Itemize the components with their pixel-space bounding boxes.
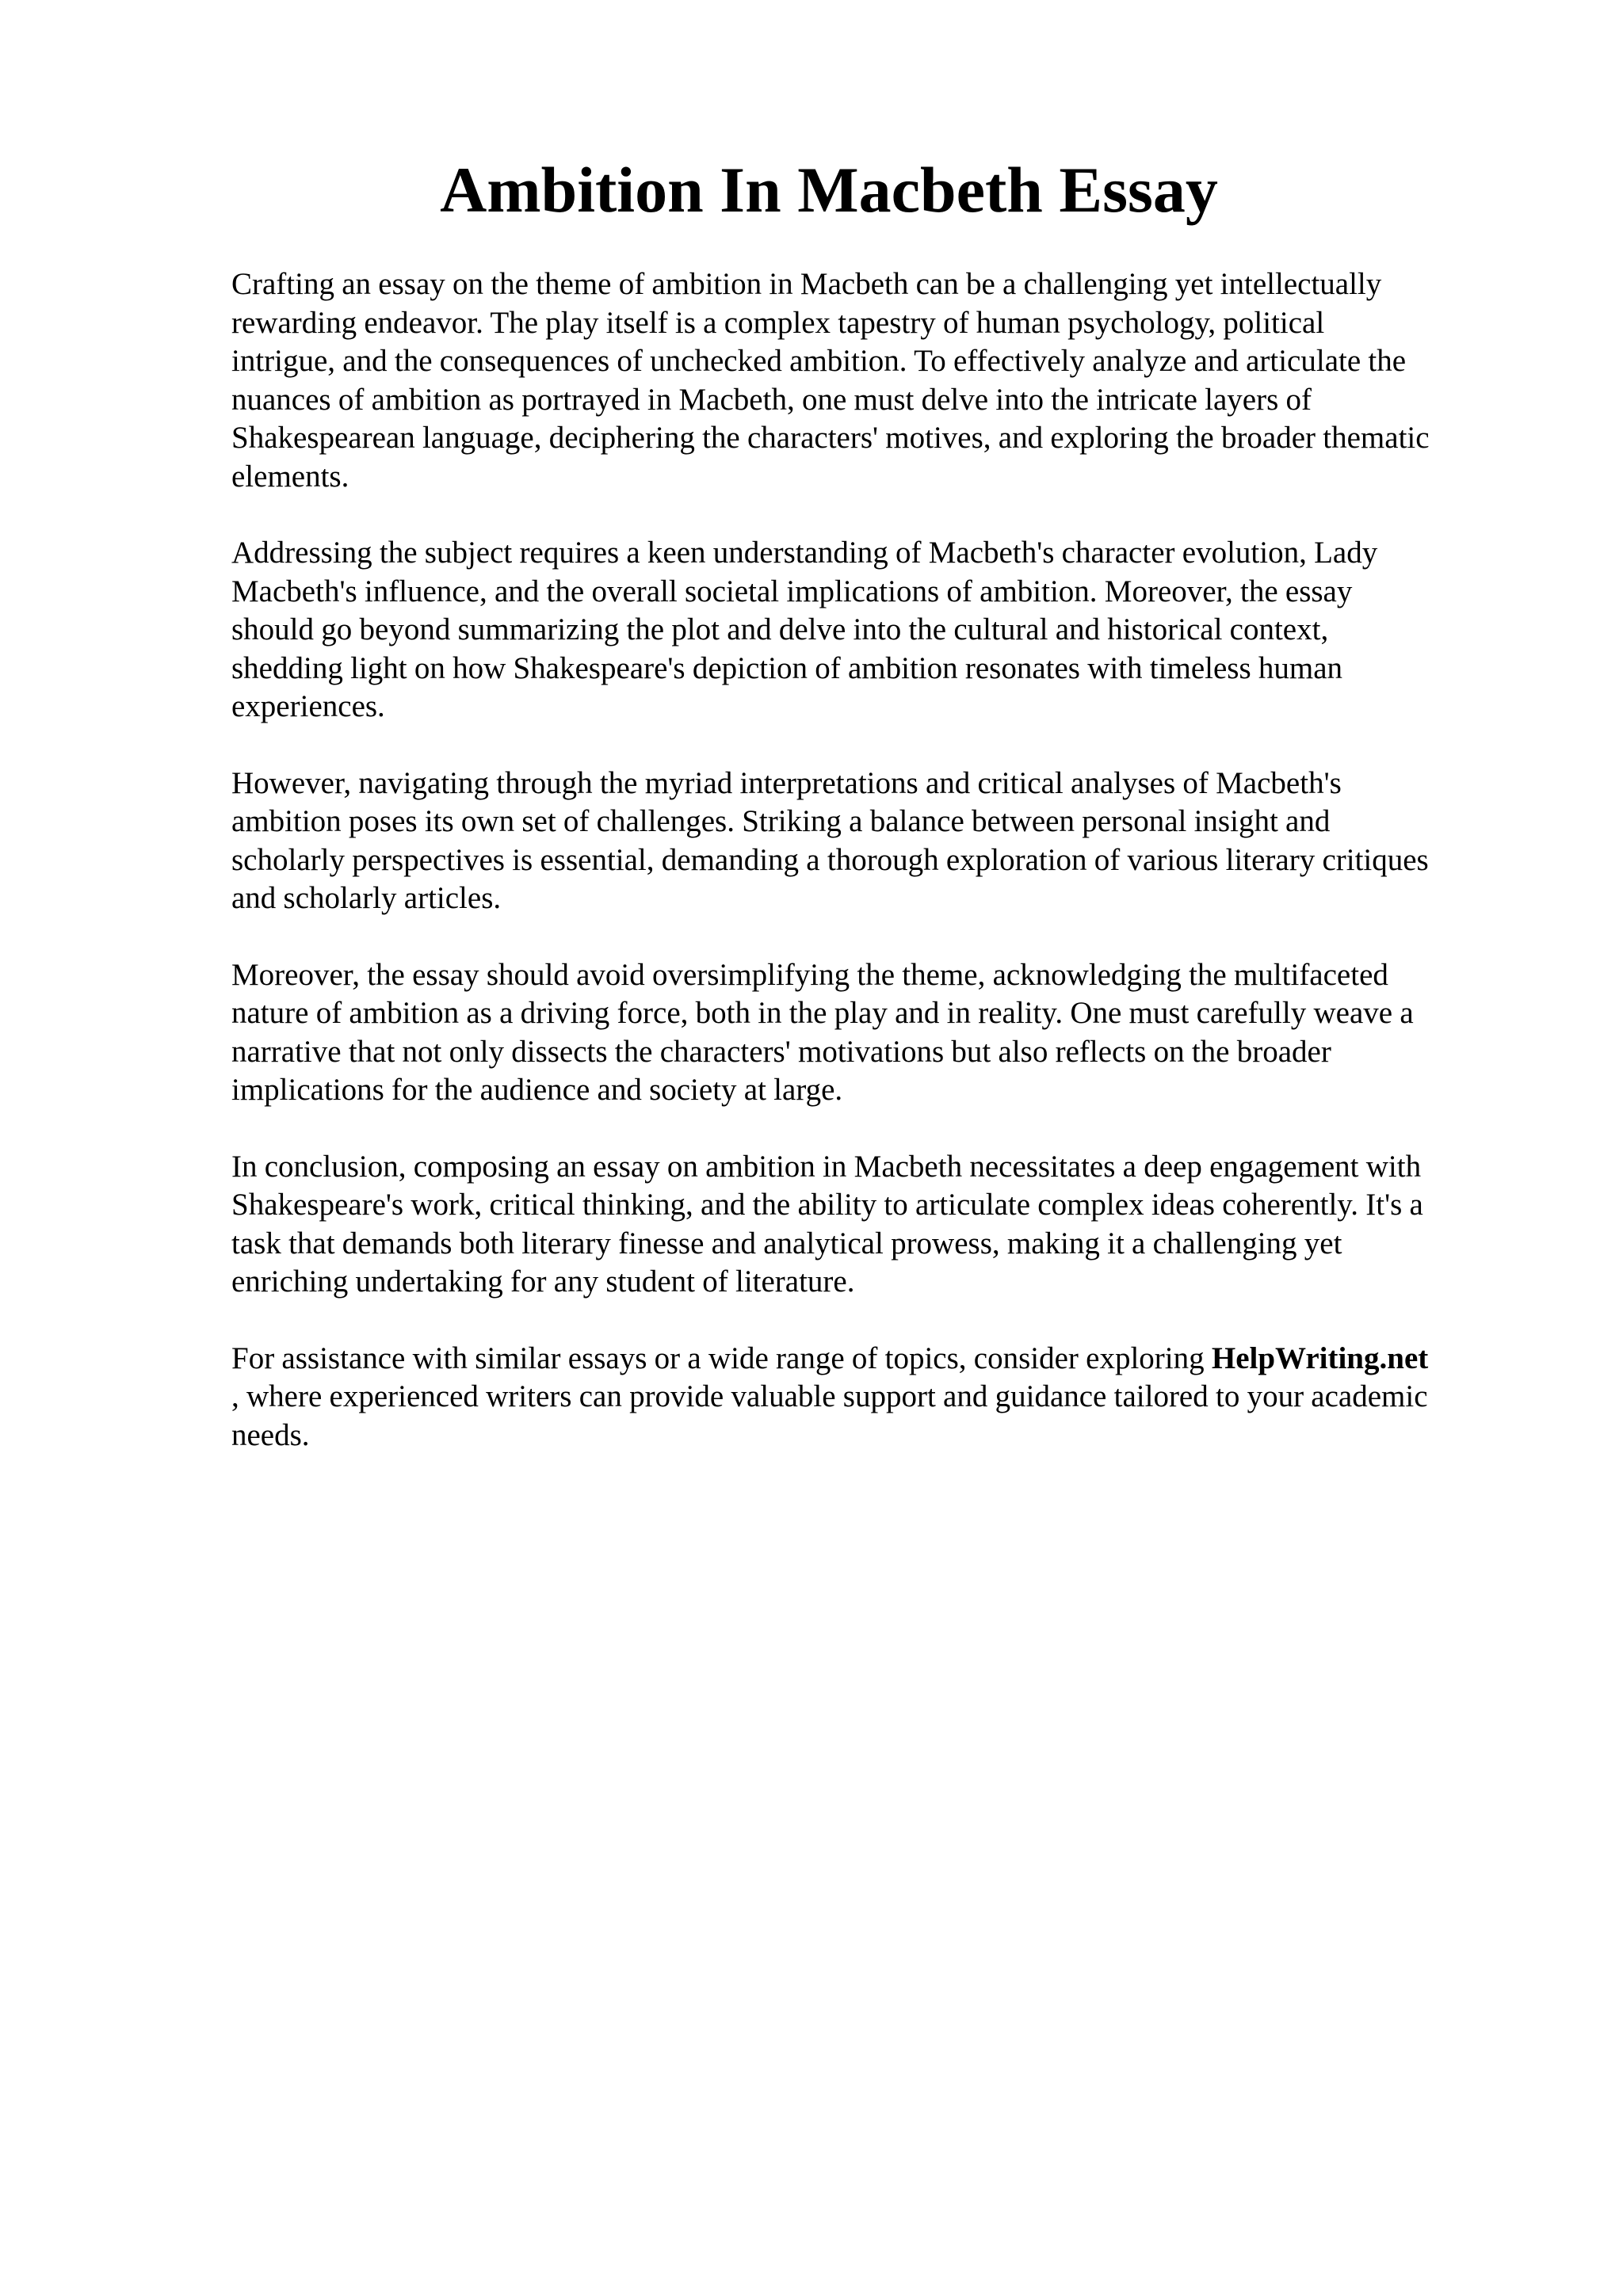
closing-line-3: needs. bbox=[231, 1417, 310, 1452]
paragraph-line: Macbeth's influence, and the overall societal implications of ambition. Moreover, the essay bbox=[231, 574, 1353, 608]
paragraph-line: elements. bbox=[231, 459, 349, 494]
paragraph-line: scholarly perspectives is essential, demanding a thorough exploration of various literary critiques bbox=[231, 842, 1429, 877]
paragraph-line: Crafting an essay on the theme of ambition in Macbeth can be a challenging yet intellectually bbox=[231, 267, 1382, 301]
paragraph-3 bbox=[231, 765, 1515, 918]
paragraph-1 bbox=[231, 265, 1515, 496]
paragraph-line: enriching undertaking for any student of literature. bbox=[231, 1264, 855, 1299]
paragraph-2 bbox=[231, 534, 1515, 727]
paragraph-line: should go beyond summarizing the plot and delve into the cultural and historical context, bbox=[231, 612, 1329, 646]
paragraph-4 bbox=[231, 956, 1515, 1110]
essay-body bbox=[231, 265, 1515, 1493]
closing-prefix: For assistance with similar essays or a wide range of topics, consider exploring bbox=[231, 1341, 1212, 1375]
paragraph-line: In conclusion, composing an essay on ambition in Macbeth necessitates a deep engagement with bbox=[231, 1149, 1422, 1184]
paragraph-line: Addressing the subject requires a keen understanding of Macbeth's character evolution, Lady bbox=[231, 536, 1378, 570]
paragraph-line: Shakespeare's work, critical thinking, and the ability to articulate complex ideas coherently. It's a bbox=[231, 1188, 1423, 1222]
helpwriting-link[interactable]: HelpWriting.net bbox=[1211, 1341, 1429, 1375]
paragraph-line: task that demands both literary finesse and analytical prowess, making it a challenging yet bbox=[231, 1226, 1342, 1261]
closing-line-2: , where experienced writers can provide valuable support and guidance tailored to your academic bbox=[231, 1379, 1428, 1413]
page-title: Ambition In Macbeth Essay bbox=[440, 154, 1218, 226]
paragraph-line: However, navigating through the myriad interpretations and critical analyses of Macbeth's bbox=[231, 765, 1342, 800]
paragraph-5 bbox=[231, 1148, 1515, 1302]
paragraph-line: shedding light on how Shakespeare's depiction of ambition resonates with timeless human bbox=[231, 650, 1343, 685]
paragraph-line: Shakespearean language, deciphering the characters' motives, and exploring the broader thematic bbox=[231, 421, 1430, 455]
paragraph-line: rewarding endeavor. The play itself is a complex tapestry of human psychology, political bbox=[231, 305, 1325, 340]
paragraph-line: Moreover, the essay should avoid oversimplifying the theme, acknowledging the multifaceted bbox=[231, 957, 1388, 992]
paragraph-line: ambition poses its own set of challenges. Striking a balance between personal insight and bbox=[231, 804, 1331, 838]
closing-line-1 bbox=[231, 1340, 1515, 1379]
closing-paragraph bbox=[231, 1340, 1515, 1455]
paragraph-line: nature of ambition as a driving force, both in the play and in reality. One must carefully weave a bbox=[231, 996, 1414, 1030]
paragraph-line: implications for the audience and society at large. bbox=[231, 1073, 843, 1107]
paragraph-line: nuances of ambition as portrayed in Macbeth, one must delve into the intricate layers of bbox=[231, 382, 1312, 417]
paragraph-line: narrative that not only dissects the characters' motivations but also reflects on the broader bbox=[231, 1034, 1331, 1069]
paragraph-line: and scholarly articles. bbox=[231, 881, 502, 915]
paragraph-line: intrigue, and the consequences of unchecked ambition. To effectively analyze and articulate the bbox=[231, 344, 1407, 378]
paragraph-line: experiences. bbox=[231, 689, 385, 723]
